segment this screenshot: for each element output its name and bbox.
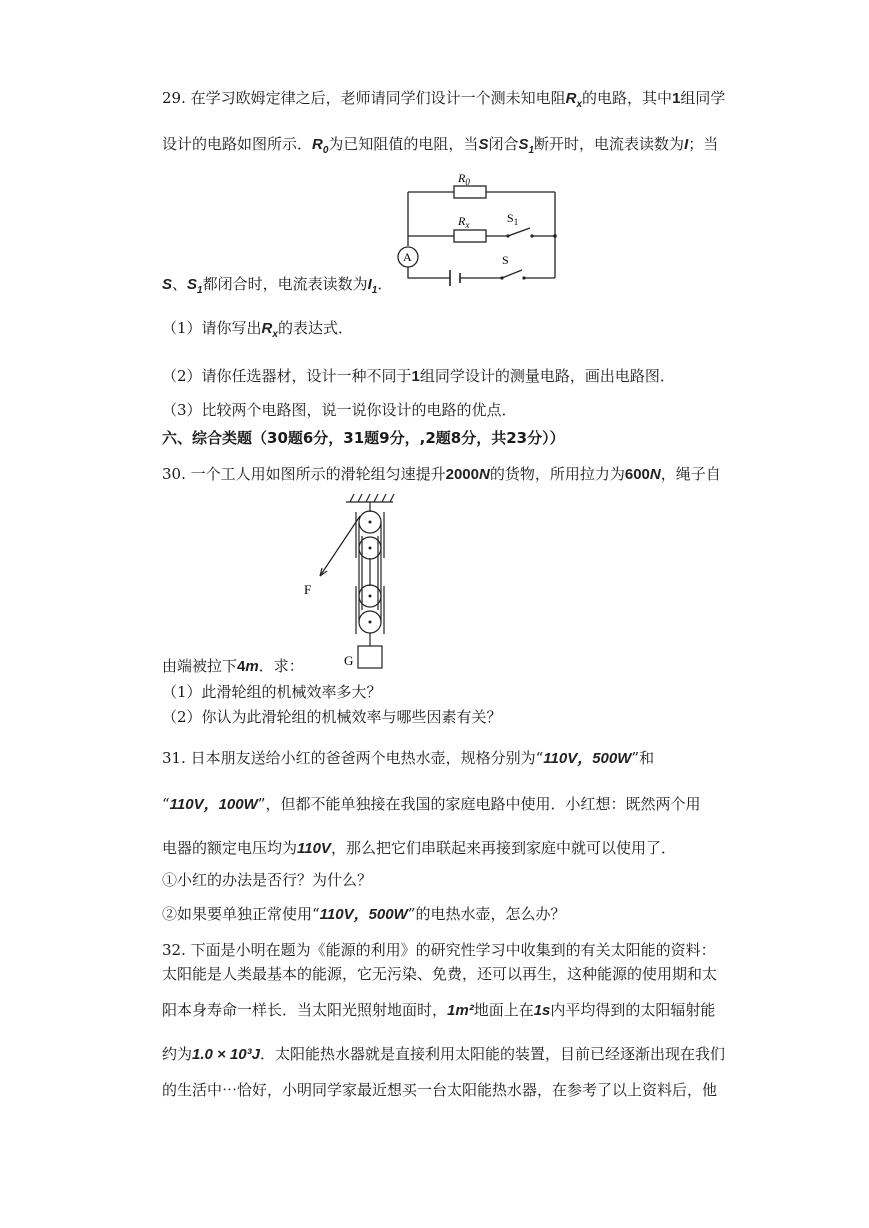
q32-line-1: 32. 下面是小明在题为《能源的利用》的研究性学习中收集到的有关太阳能的资料： bbox=[162, 941, 716, 959]
label-r0: $R_0$ bbox=[458, 171, 470, 187]
ammeter-a: A bbox=[403, 250, 412, 264]
q30-line-2: 由端被拉下4m．求： bbox=[162, 657, 304, 675]
q29-sub-2: （2）请你任选器材，设计一种不同于1组同学设计的测量电路，画出电路图． bbox=[162, 367, 675, 385]
q32-line-5: 的生活中⋯恰好，小明同学家最近想买一台太阳能热水器，在参考了以上资料后，他 bbox=[162, 1081, 718, 1099]
q31-line-3: 电器的额定电压均为110V，那么把它们串联起来再接到家庭中就可以使用了． bbox=[162, 839, 676, 857]
label-rx: $R_x$ bbox=[458, 214, 470, 230]
pulley-diagram bbox=[298, 490, 398, 670]
q29-line-1: 29. 在学习欧姆定律之后，老师请同学们设计一个测未知电阻$R_x$的电路，其中1组同学 bbox=[162, 89, 726, 110]
q32-line-3: 阳本身寿命一样长．当太阳光照射地面时，1m²地面上在1s内平均得到的太阳辐射能 bbox=[162, 1001, 716, 1019]
label-g: G bbox=[344, 653, 354, 668]
var-r0: $R_0$ bbox=[312, 136, 329, 156]
q30-line-1: 30. 一个工人用如图所示的滑轮组匀速提升2000N的货物，所用拉力为600N，绳子自 bbox=[162, 465, 721, 483]
q30-sub-2: （2）你认为此滑轮组的机械效率与哪些因素有关？ bbox=[162, 708, 502, 726]
circuit-diagram bbox=[392, 168, 567, 288]
label-f: F bbox=[304, 582, 312, 597]
q31-line-1: 31. 日本朋友送给小红的爸爸两个电热水壶，规格分别为“110V，500W”和 bbox=[162, 749, 655, 767]
q31-sub-1: ①小红的办法是否行？为什么？ bbox=[162, 871, 373, 889]
q29-sub-1: （1）请你写出$R_x$的表达式． bbox=[162, 319, 353, 340]
label-s1: $S_1$ bbox=[507, 211, 519, 227]
label-s: S bbox=[502, 253, 509, 267]
var-s1: $S_1$ bbox=[518, 136, 535, 156]
section-heading: 六、综合类题（30题6分，31题9分，,2题8分，共23分）） bbox=[162, 429, 565, 447]
q32-line-4: 约为1.0 × 10³J．太阳能热水器就是直接利用太阳能的装置，目前已经逐渐出现在我们 bbox=[162, 1045, 725, 1063]
q29-line-2: 设计的电路如图所示．$R_0$为已知阻值的电阻，当S闭合$S_1$断开时，电流表读数为I；当 bbox=[162, 135, 719, 156]
q31-sub-2: ②如果要单独正常使用“110V，500W”的电热水壶，怎么办？ bbox=[162, 905, 566, 923]
var-rx: $R_x$ bbox=[565, 90, 583, 110]
q31-line-2: “110V，100W”，但都不能单独接在我国的家庭电路中使用．小红想：既然两个用 bbox=[162, 795, 701, 813]
q32-line-2: 太阳能是人类最基本的能源，它无污染、免费，还可以再生，这种能源的使用期和太 bbox=[162, 965, 718, 983]
q29-sub-3: （3）比较两个电路图，说一说你设计的电路的优点． bbox=[162, 401, 517, 419]
q29-line-3: S、$S_1$都闭合时，电流表读数为$I_1$． bbox=[162, 275, 393, 296]
q30-sub-1: （1）此滑轮组的机械效率多大？ bbox=[162, 683, 382, 701]
